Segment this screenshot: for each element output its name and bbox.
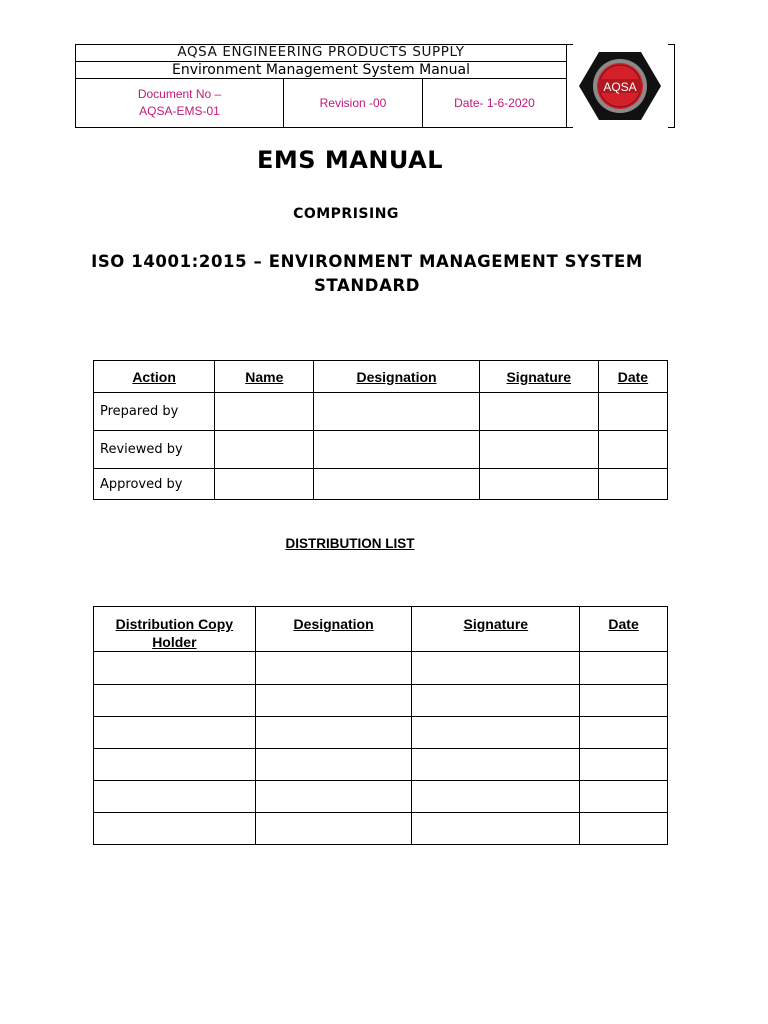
cell-designation <box>314 393 479 431</box>
logo-area <box>567 44 675 128</box>
table-row <box>94 717 668 749</box>
cell-date <box>598 469 667 500</box>
cell-date <box>598 393 667 431</box>
table-row <box>94 781 668 813</box>
header-signature: Signature <box>479 361 598 393</box>
row-action-approved: Approved by <box>94 469 215 500</box>
aqsa-logo-icon <box>577 48 663 124</box>
revision: Revision -00 <box>284 79 423 127</box>
document-info-row <box>76 79 566 127</box>
table-row <box>94 749 668 781</box>
cell-designation <box>314 431 479 469</box>
company-name: AQSA ENGINEERING PRODUCTS SUPPLY <box>76 45 566 62</box>
document-header <box>75 44 567 128</box>
cell-signature <box>479 431 598 469</box>
standard-title-line2: STANDARD <box>313 276 421 295</box>
header-copy-holder-line2: Holder <box>152 634 197 650</box>
issue-date: Date- 1-6-2020 <box>454 95 535 110</box>
cell-name <box>215 469 314 500</box>
cell-designation <box>314 469 479 500</box>
cell-name <box>215 431 314 469</box>
header-signature: Signature <box>412 607 580 652</box>
cell-date <box>598 431 667 469</box>
svg-text:AQSA: AQSA <box>603 80 637 94</box>
header-date: Date <box>580 607 668 652</box>
standard-title-line1: ISO 14001:2015 – ENVIRONMENT MANAGEMENT SYSTEM <box>91 252 643 271</box>
header-action: Action <box>94 361 215 393</box>
document-number <box>76 79 284 127</box>
standard-title <box>60 250 674 298</box>
approval-table <box>93 360 668 500</box>
header-date: Date <box>598 361 667 393</box>
cell-name <box>215 393 314 431</box>
header-copy-holder <box>94 607 256 652</box>
table-row <box>94 652 668 685</box>
cell-signature <box>479 469 598 500</box>
distribution-list-heading: DISTRIBUTION LIST <box>285 536 415 551</box>
header-copy-holder-line1: Distribution Copy <box>115 616 234 632</box>
distribution-table <box>93 606 668 845</box>
table-row <box>94 431 668 469</box>
header-designation: Designation <box>314 361 479 393</box>
table-row <box>94 469 668 500</box>
header-designation: Designation <box>255 607 412 652</box>
document-number-label: Document No – <box>137 87 222 101</box>
cell-signature <box>479 393 598 431</box>
row-action-prepared: Prepared by <box>94 393 215 431</box>
table-row <box>94 393 668 431</box>
table-header-row <box>94 361 668 393</box>
row-action-reviewed: Reviewed by <box>94 431 215 469</box>
page-subtitle: COMPRISING <box>293 206 399 222</box>
table-row <box>94 685 668 717</box>
document-number-value: AQSA-EMS-01 <box>139 104 220 118</box>
header-name: Name <box>215 361 314 393</box>
page-title: EMS MANUAL <box>256 146 444 174</box>
manual-title: Environment Management System Manual <box>76 62 566 79</box>
table-row <box>94 813 668 845</box>
table-header-row <box>94 607 668 652</box>
